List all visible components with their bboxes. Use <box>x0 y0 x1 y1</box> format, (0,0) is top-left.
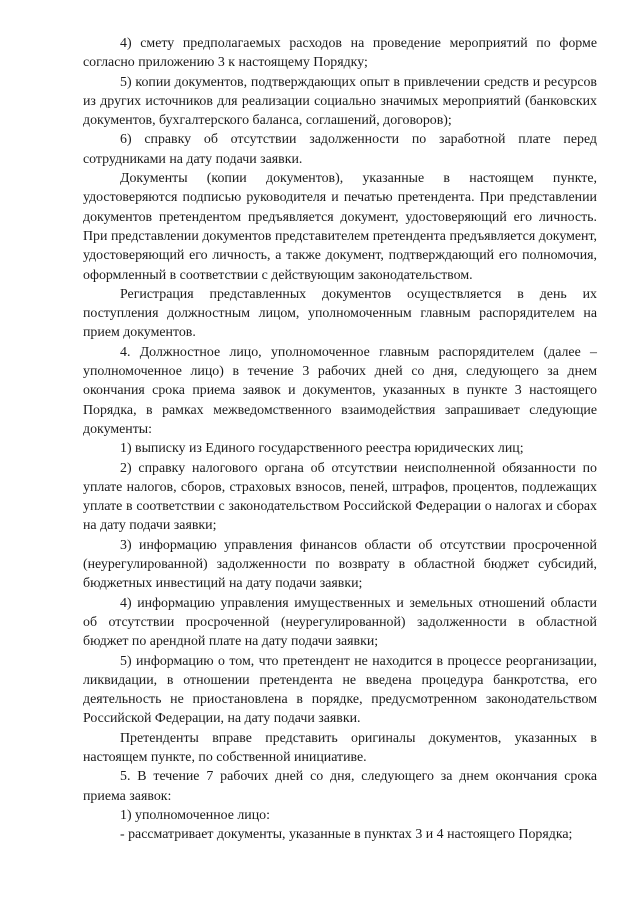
paragraph-salary-debt-certificate: 6) справку об отсутствии задолженности по заработной плате перед сотрудниками на дату подачи заявки. <box>83 132 597 167</box>
paragraph-reorganization-info: 5) информацию о том, что претендент не находится в процессе реорганизации, ликвидации, в отношении претендента не введена процедура банкротства, его деятельность не приостановлена в порядке, предусмотренном законодательством Российской Федерации, на дату подачи заявки. <box>83 653 597 727</box>
paragraph-tax-certificate: 2) справку налогового органа об отсутствии неисполненной обязанности по уплате налогов, сборов, страховых взносов, пеней, штрафов, процентов, подлежащих уплате в соответствии с законодательством Российской Федерации о налогах и сборах на дату подачи заявки; <box>83 460 597 534</box>
paragraph-registration: Регистрация представленных документов осуществляется в день их поступления должностным лицом, уполномоченным главным распорядителем на прием документов. <box>83 286 597 341</box>
paragraph-document-certification: Документы (копии документов), указанные в настоящем пункте, удостоверяются подписью руководителя и печатью претендента. При представлении документов претендентом предъявляется документ, удостоверяющий его личность. При представлении документов представителем претендента предъявляется документ, удостоверяющий его личность, а также документ, подтверждающий его полномочия, оформленный в соответствии с действующим законодательством. <box>83 171 597 283</box>
paragraph-experience-documents: 5) копии документов, подтверждающих опыт в привлечении средств и ресурсов из других источников для реализации социально значимых мероприятий (банковских документов, бухгалтерского баланса, соглашений, договоров); <box>83 74 597 129</box>
paragraph-originals: Претенденты вправе представить оригиналы документов, указанных в настоящем пункте, по собственной инициативе. <box>83 730 597 765</box>
paragraph-property-info: 4) информацию управления имущественных и земельных отношений области об отсутствии просроченной (неурегулированной) задолженности в областной бюджет по арендной плате на дату подачи заявки; <box>83 595 597 650</box>
paragraph-finance-info: 3) информацию управления финансов области об отсутствии просроченной (неурегулированной) задолженности по возврату в областной бюджет субсидий, бюджетных инвестиций на дату подачи заявки; <box>83 537 597 592</box>
paragraph-section-5: 5. В течение 7 рабочих дней со дня, следующего за днем окончания срока приема заявок: <box>83 769 597 804</box>
paragraph-estimate: 4) смету предполагаемых расходов на проведение мероприятий по форме согласно приложению 3 к настоящему Порядку; <box>83 36 597 71</box>
paragraph-authorized-person: 1) уполномоченное лицо: <box>120 807 270 823</box>
document-body <box>83 34 597 844</box>
paragraph-section-4: 4. Должностное лицо, уполномоченное главным распорядителем (далее – уполномоченное лицо) в течение 3 рабочих дней со дня, следующего за днем окончания срока приема заявок и документов, указанных в пункте 3 настоящего Порядка, в рамках межведомственного взаимодействия запрашивает следующие документы: <box>83 344 597 437</box>
paragraph-review-documents: - рассматривает документы, указанные в пунктах 3 и 4 настоящего Порядка; <box>120 827 573 843</box>
paragraph-registry-extract: 1) выписку из Единого государственного реестра юридических лиц; <box>120 441 524 457</box>
